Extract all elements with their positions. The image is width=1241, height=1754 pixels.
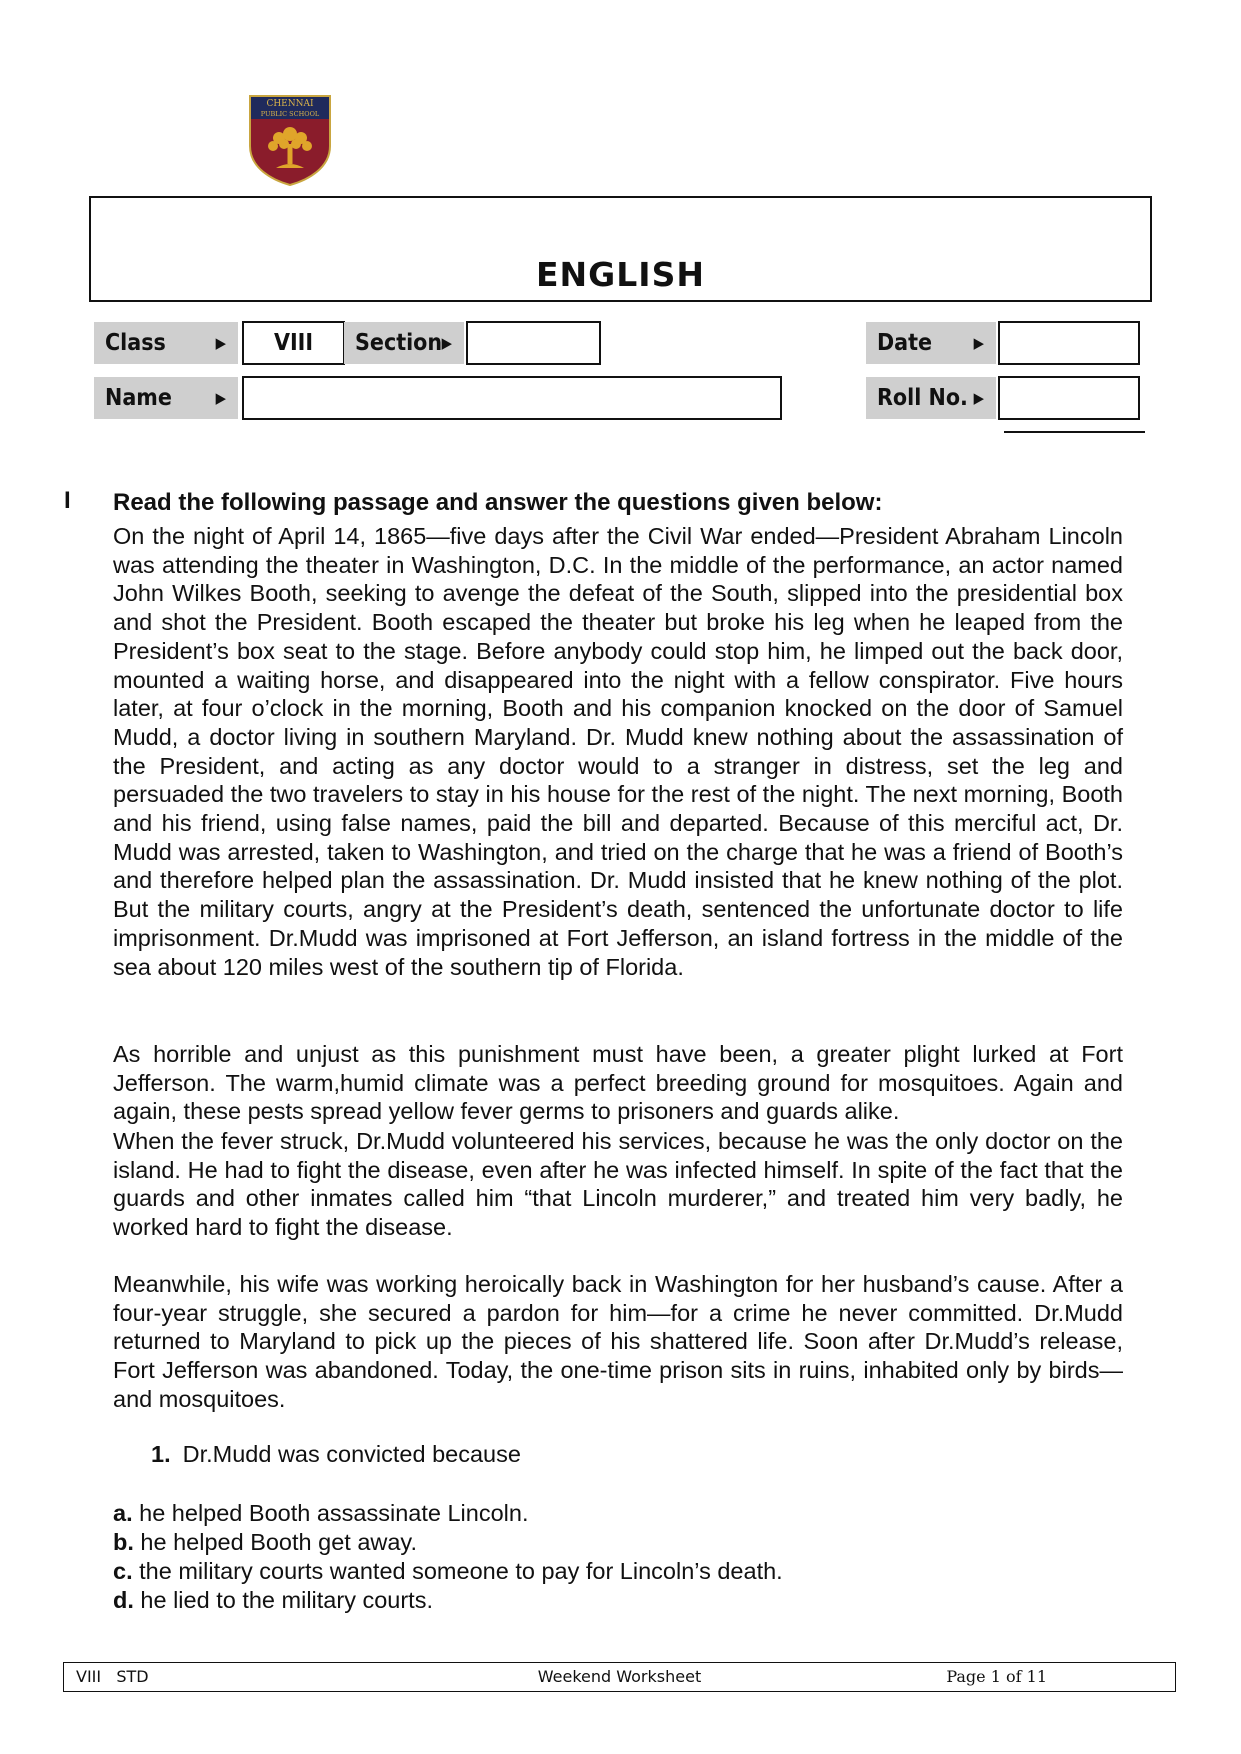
option-text: the military courts wanted someone to pay for Lincoln’s death. [139,1558,783,1584]
subject-title: ENGLISH [536,255,705,294]
roll-underline [1004,431,1145,433]
school-logo [246,94,334,186]
roll-label [866,377,996,419]
arrow-right-icon: ▶ [973,334,984,352]
school-crest-icon [246,94,334,186]
option-letter: d. [113,1587,134,1613]
option-c[interactable] [113,1557,783,1586]
question-1 [151,1441,521,1468]
name-label [94,377,238,419]
arrow-right-icon: ▶ [973,389,984,407]
option-letter: a. [113,1500,133,1526]
question-text: Dr.Mudd was convicted because [182,1441,521,1467]
passage-paragraph: Meanwhile, his wife was working heroically back in Washington for her husband’s cause. After a four-year struggle, she secured a pardon for him—for a crime he never committed. Dr.Mudd returned to Maryland to pick up the pieces of his shattered life. Soon after Dr.Mudd’s release, Fort Jefferson was abandoned. Today, the one-time prison sits in ruins, inhabited only by birds—and mosquitoes. [113,1271,1123,1412]
instruction-heading: Read the following passage and answer the questions given below: [113,489,883,516]
name-field[interactable] [242,376,782,420]
footer-page-number: Page 1 of 11 [946,1667,1047,1686]
option-text: he helped Booth get away. [140,1529,417,1555]
name-label-text: Name [105,385,172,411]
option-text: he helped Booth assassinate Lincoln. [139,1500,529,1526]
section-label-text: Section [355,330,443,356]
section-number: I [64,487,71,514]
option-letter: c. [113,1558,133,1584]
class-field[interactable]: VIII [242,321,345,365]
logo-text-line2: PUBLIC SCHOOL [260,110,320,118]
passage-paragraph: On the night of April 14, 1865—five days after the Civil War ended—President Abraham Lincoln was attending the theater in Washington, D.C. In the middle of the performance, an actor named John Wilkes Booth, seeking to avenge the defeat of the South, slipped into the presidential box and shot the President. Booth escaped the theater but broke his leg when he leaped from the President’s box seat to the stage. Before anybody could stop him, he limped out the back door, mounted a waiting horse, and disappeared into the night with a fellow conspirator. Five hours later, at four o’clock in the morning, Booth and his companion knocked on the door of Samuel Mudd, a doctor living in southern Maryland. Dr. Mudd knew nothing about the assassination of the President, and acting as any doctor would to a stranger in distress, set the leg and persuaded the two travelers to stay in his house for the rest of the night. The next morning, Booth and his friend, using false names, paid the bill and departed. Because of this merciful act, Dr. Mudd was arrested, taken to Washington, and tried on the charge that he was a friend of Booth’s and therefore helped plan the assassination. Dr. Mudd insisted that he knew nothing of the plot. But the military courts, angry at the President’s death, sentenced the unfortunate doctor to life imprisonment. Dr.Mudd was imprisoned at Fort Jefferson, an island fortress in the middle of the sea about 120 miles west of the southern tip of Florida. [113,523,1123,980]
date-label-text: Date [877,330,933,356]
passage-paragraph: When the fever struck, Dr.Mudd volunteered his services, because he was the only doctor on the island. He had to fight the disease, even after he was infected himself. In spite of the fact that the guards and other inmates called him “that Lincoln murderer,” and treated him very badly, he worked hard to fight the disease. [113,1128,1123,1241]
option-text: he lied to the military courts. [140,1587,433,1613]
date-field[interactable] [998,321,1140,365]
title-box [89,196,1152,302]
question-number: 1. [151,1441,171,1467]
date-label [866,322,996,364]
option-letter: b. [113,1529,134,1555]
roll-field[interactable] [998,376,1140,420]
arrow-right-icon: ▶ [441,334,452,352]
page-footer [63,1662,1176,1692]
class-label [94,322,238,364]
option-d[interactable] [113,1586,783,1615]
section-label [344,322,464,364]
answer-options [113,1499,783,1615]
arrow-right-icon: ▶ [215,334,226,352]
option-b[interactable] [113,1528,783,1557]
class-label-text: Class [105,330,166,356]
roll-label-text: Roll No. [877,385,968,411]
section-field[interactable] [466,321,601,365]
arrow-right-icon: ▶ [215,389,226,407]
passage-paragraph: As horrible and unjust as this punishment must have been, a greater plight lurked at Fort Jefferson. The warm,humid climate was a perfect breeding ground for mosquitoes. Again and again, these pests spread yellow fever germs to prisoners and guards alike. [113,1041,1123,1125]
option-a[interactable] [113,1499,783,1528]
footer-title: Weekend Worksheet [537,1667,702,1686]
logo-text-line1: CHENNAI [266,99,314,109]
footer-class: VIII STD [76,1667,149,1686]
